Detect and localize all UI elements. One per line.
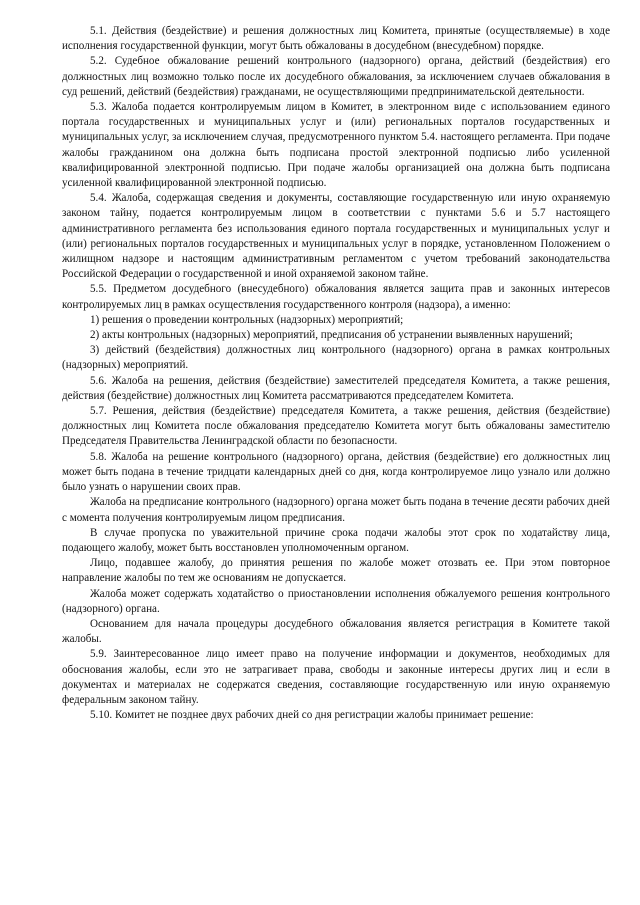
- paragraph-5-7: 5.7. Решения, действия (бездействие) председателя Комитета, а также решения, действия (бездействие) должностных лиц Комитета после обжалования председателю Комитета могут быть обжалованы заместителю Председателя Правительства Ленинградской области по безопасности.: [62, 405, 610, 448]
- paragraph-5-4: 5.4. Жалоба, содержащая сведения и документы, составляющие государственную или иную охраняемую законом тайну, подается контролируемым лицом в соответствии с пунктами 5.6 и 5.7 настоящего административного регламента без использования единого портала государственных и муниципальных услуг и (или) региональных порталов государственных и муниципальных услуг в порядке, установленном Положением о жилищном надзоре и настоящим административным регламентом с учетом требований законодательства Российской Федерации о государственной и иной охраняемой законом тайне.: [62, 192, 610, 281]
- paragraph-5-2: 5.2. Судебное обжалование решений контрольного (надзорного) органа, действий (бездействия) его должностных лиц возможно только после их досудебного обжалования, за исключением случаев обжалования в суд решений, действий (бездействия) гражданами, не осуществляющими предпринимательской деятельности.: [62, 55, 610, 98]
- paragraph-suspension-petition: Жалоба может содержать ходатайство о приостановлении исполнения обжалуемого решения контрольного (надзорного) органа.: [62, 587, 610, 615]
- paragraph-5-8: 5.8. Жалоба на решение контрольного (надзорного) органа, действия (бездействие) его должностных лиц может быть подана в течение тридцати календарных дней со дня, когда контролируемое лицо узнало или должно было узнать о нарушении своих прав.: [62, 450, 610, 494]
- list-item-2: 2) акты контрольных (надзорных) мероприятий, предписания об устранении выявленных нарушений;: [90, 329, 573, 342]
- paragraph-prescription-deadline: Жалоба на предписание контрольного (надзорного) органа может быть подана в течение десяти рабочих дней с момента получения контролируемым лицом предписания.: [62, 496, 610, 524]
- paragraph-procedure-start: Основанием для начала процедуры досудебного обжалования является регистрация в Комитете такой жалобы.: [62, 617, 610, 646]
- list-item-1: 1) решения о проведении контрольных (надзорных) мероприятий;: [90, 313, 404, 326]
- list-item-3: 3) действий (бездействия) должностных лиц контрольного (надзорного) органа в рамках контрольных (надзорных) мероприятий.: [62, 344, 610, 372]
- paragraph-5-1: 5.1. Действия (бездействие) и решения должностных лиц Комитета, принятые (осуществляемые) в ходе исполнения государственной функции, могут быть обжалованы в досудебном (внесудебном) порядке.: [62, 25, 610, 53]
- paragraph-deadline-restoration: В случае пропуска по уважительной причине срока подачи жалобы этот срок по ходатайству лица, подающего жалобу, может быть восстановлен уполномоченным органом.: [62, 526, 610, 554]
- paragraph-complaint-withdrawal: Лицо, подавшее жалобу, до принятия решения по жалобе может отозвать ее. При этом повторное направление жалобы по тем же основаниям не допускается.: [62, 557, 610, 585]
- paragraph-5-3: 5.3. Жалоба подается контролируемым лицом в Комитет, в электронном виде с использованием единого портала государственных и муниципальных услуг и (или) региональных порталов государственных и муниципальных услуг, за исключением случая, предусмотренного пунктом 5.4. настоящего регламента. При подаче жалобы гражданином она должна быть подписана простой электронной подписью либо усиленной квалифицированной электронной подписью. При подаче жалобы организацией она должна быть подписана усиленной квалифицированной электронной подписью.: [62, 101, 610, 190]
- paragraph-5-9: 5.9. Заинтересованное лицо имеет право на получение информации и документов, необходимых для обоснования жалобы, если это не затрагивает права, свободы и законные интересы других лиц и если в документах и материалах не содержатся сведения, составляющие государственную или иную охраняемую федеральным законом тайну.: [62, 648, 610, 706]
- paragraph-5-10: 5.10. Комитет не позднее двух рабочих дней со дня регистрации жалобы принимает решение:: [90, 709, 534, 722]
- paragraph-5-6: 5.6. Жалоба на решения, действия (бездействие) заместителей председателя Комитета, а также решения, действия (бездействие) должностных лиц Комитета рассматриваются председателем Комитета.: [62, 374, 610, 402]
- paragraph-5-5: 5.5. Предметом досудебного (внесудебного) обжалования является защита прав и законных интересов контролируемых лиц в рамках осуществления государственного контроля (надзора), а именно:: [62, 283, 610, 311]
